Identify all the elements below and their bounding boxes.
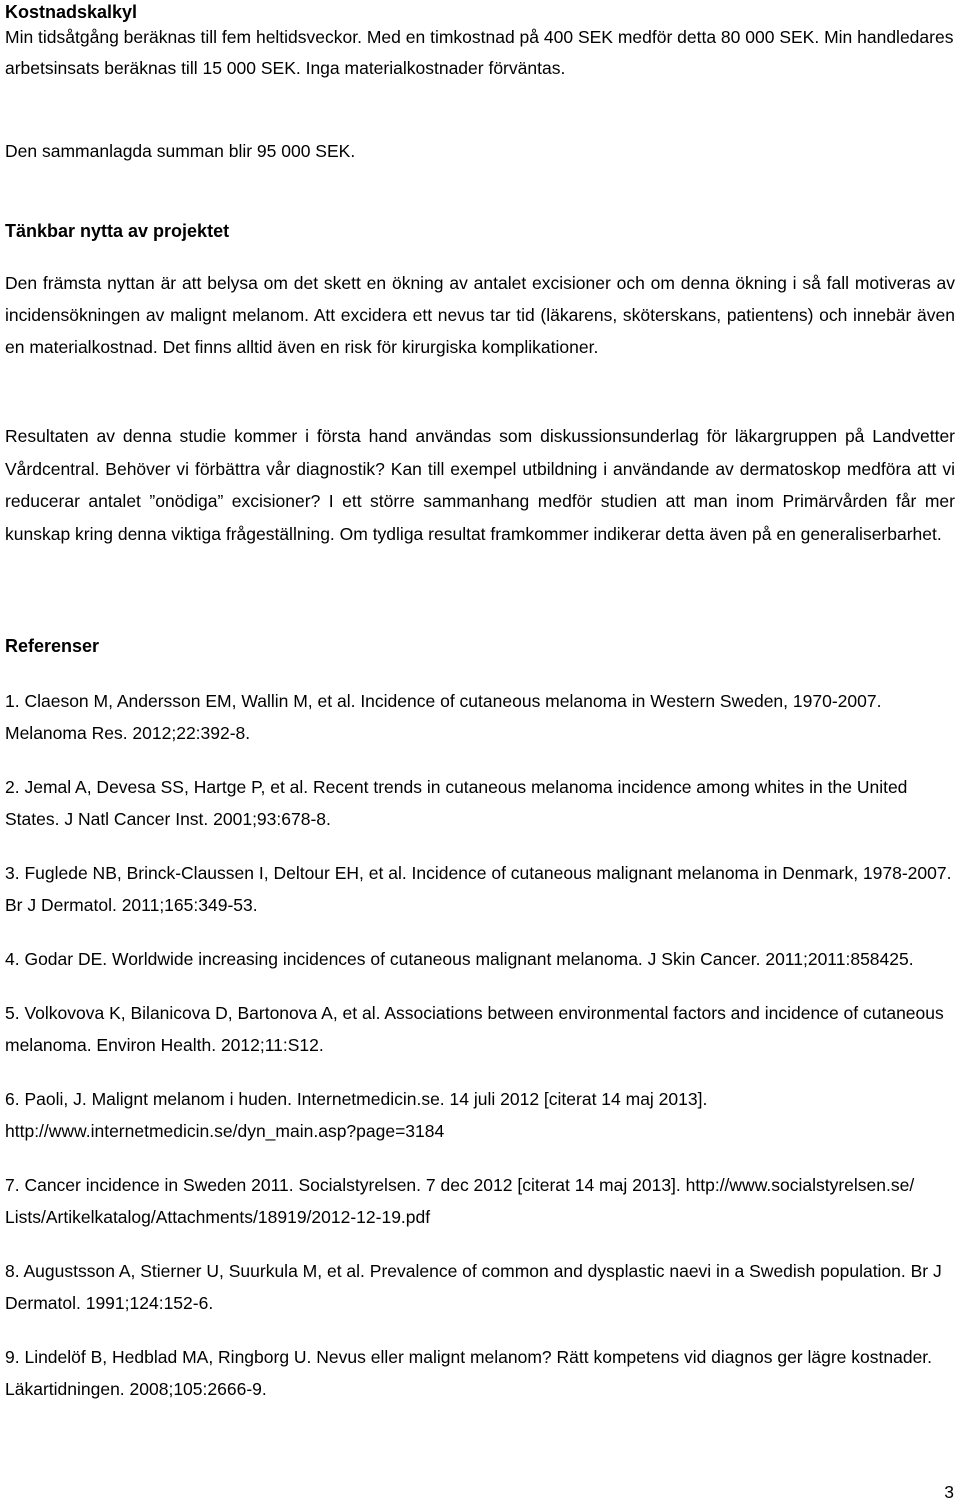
cost-paragraph-2: Den sammanlagda summan blir 95 000 SEK. (5, 141, 356, 161)
cost-heading: Kostnadskalkyl (5, 2, 138, 22)
reference-item: 3. Fuglede NB, Brinck-Claussen I, Deltour EH, et al. Incidence of cutaneous malignant melanoma in Denmark, 1978-2007. Br J Dermatol. 2011;165:349-53. (5, 863, 952, 915)
reference-item: 8. Augustsson A, Stierner U, Suurkula M, et al. Prevalence of common and dysplastic naevi in a Swedish population. Br J Dermatol. 1991;124:152-6. (5, 1261, 942, 1313)
references-heading: Referenser (5, 636, 100, 656)
reference-item: 1. Claeson M, Andersson EM, Wallin M, et al. Incidence of cutaneous melanoma in Western Sweden, 1970-2007. Melanoma Res. 2012;22:392-8. (5, 691, 882, 743)
reference-item: 9. Lindelöf B, Hedblad MA, Ringborg U. Nevus eller malignt melanom? Rätt kompetens vid diagnos ger lägre kostnader. Läkartidningen. 2008;105:2666-9. (5, 1347, 933, 1399)
reference-item: 4. Godar DE. Worldwide increasing incidences of cutaneous malignant melanoma. J Skin Cancer. 2011;2011:858425. (5, 949, 914, 969)
reference-item: 6. Paoli, J. Malignt melanom i huden. Internetmedicin.se. 14 juli 2012 [citerat 14 maj 2013]. http://www.internetmedicin.se/dyn_main.asp?page=3184 (5, 1089, 708, 1141)
benefit-paragraph-2: Resultaten av denna studie kommer i första hand användas som diskussionsunderlag för läkargruppen på Landvetter Vårdcentral. Behöver vi förbättra vår diagnostik? Kan till exempel utbildning i användande av dermatoskop medföra att vi reducerar antalet ”onödiga” excisioner? I ett större sammanhang medför studien att man inom Primärvården får mer kunskap kring denna viktiga frågeställning. Om tydliga resultat framkommer indikerar detta även på en generaliserbarhet. (5, 426, 955, 544)
reference-item: 5. Volkovova K, Bilanicova D, Bartonova A, et al. Associations between environmental factors and incidence of cutaneous melanoma. Environ Health. 2012;11:S12. (5, 1003, 944, 1055)
cost-paragraph-1: Min tidsåtgång beräknas till fem heltidsveckor. Med en timkostnad på 400 SEK medför detta 80 000 SEK. Min handledares arbetsinsats beräknas till 15 000 SEK. Inga materialkostnader förväntas. (5, 27, 954, 78)
reference-item: 2. Jemal A, Devesa SS, Hartge P, et al. Recent trends in cutaneous melanoma incidence among whites in the United States. J Natl Cancer Inst. 2001;93:678-8. (5, 777, 908, 829)
reference-item: 7. Cancer incidence in Sweden 2011. Socialstyrelsen. 7 dec 2012 [citerat 14 maj 2013]. http://www.socialstyrelsen.se/ Lists/Artikelkatalog/Attachments/18919/2012-12-19.pdf (5, 1175, 915, 1227)
benefit-paragraph-1: Den främsta nyttan är att belysa om det skett en ökning av antalet excisioner och om denna ökning i så fall motiveras av incidensökningen av malignt melanom. Att excidera ett nevus tar tid (läkarens, sköterskans, patientens) och innebär även en materialkostnad. Det finns alltid även en risk för kirurgiska komplikationer. (5, 273, 955, 357)
reference-list (5, 685, 955, 1427)
page-number: 3 (944, 1482, 954, 1502)
benefit-heading: Tänkbar nytta av projektet (5, 221, 230, 241)
